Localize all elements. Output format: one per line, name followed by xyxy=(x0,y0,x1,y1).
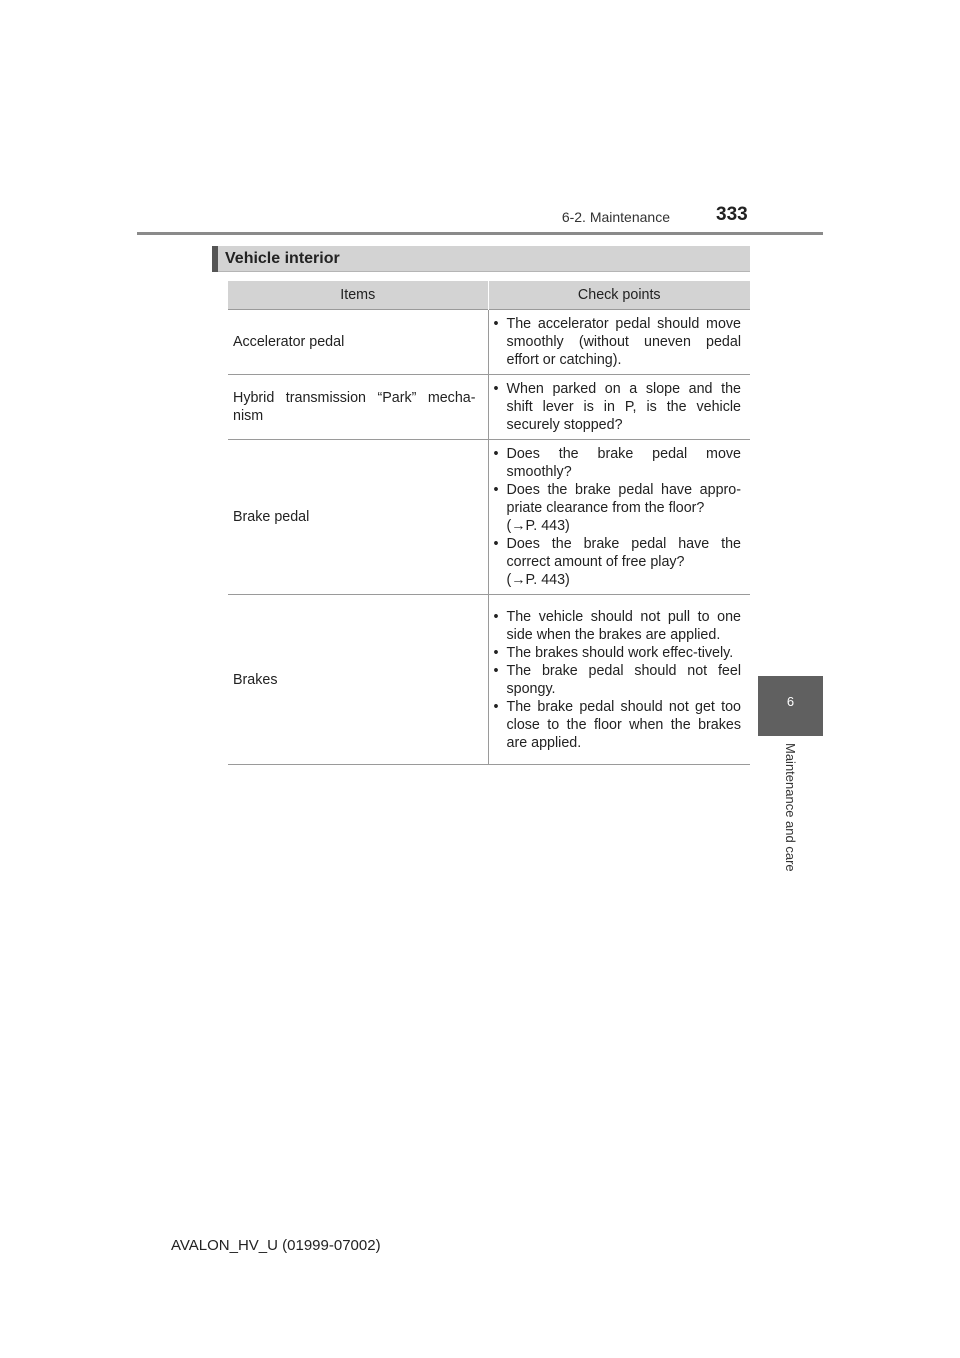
section-heading-accent xyxy=(212,246,218,272)
document-footer-code: AVALON_HV_U (01999-07002) xyxy=(171,1237,381,1254)
check-point-text: Does the brake pedal have the correct amount of free play? xyxy=(506,536,741,570)
section-heading-title: Vehicle interior xyxy=(225,250,340,267)
check-point xyxy=(494,315,742,369)
header-divider xyxy=(137,232,823,235)
check-point-text: When parked on a slope and the shift lever is in P, is the vehicle securely stopped? xyxy=(506,381,741,433)
column-header-items: Items xyxy=(228,281,488,310)
table-header-row xyxy=(228,281,750,310)
item-cell: Accelerator pedal xyxy=(228,310,488,375)
check-point-text: The vehicle should not pull to one side when the brakes are applied. xyxy=(506,608,741,643)
check-point-text: The brake pedal should not feel spongy. xyxy=(506,662,741,697)
table-row xyxy=(228,595,750,765)
check-point xyxy=(494,644,742,662)
check-point xyxy=(494,445,742,481)
check-point xyxy=(494,380,742,434)
column-header-check-points: Check points xyxy=(488,281,750,310)
page-number: 333 xyxy=(716,204,748,225)
item-cell: Brake pedal xyxy=(228,440,488,595)
check-point-text: Does the brake pedal move smoothly? xyxy=(506,446,741,480)
bullet-icon: • xyxy=(493,381,499,397)
check-points-cell xyxy=(488,375,750,440)
check-point-text: The brakes should work effec-tively. xyxy=(506,644,734,661)
check-point xyxy=(494,535,742,589)
chapter-tab xyxy=(758,676,823,736)
page-reference: (→P. 443) xyxy=(506,518,570,534)
check-point xyxy=(494,662,742,698)
bullet-icon: • xyxy=(493,698,499,715)
item-cell: Brakes xyxy=(228,595,488,765)
bullet-icon: • xyxy=(493,608,499,625)
check-points-cell xyxy=(488,310,750,375)
check-point-text: The accelerator pedal should move smoothly (without uneven pedal effort or catching). xyxy=(506,316,741,368)
check-point xyxy=(494,608,742,644)
section-heading-bar xyxy=(212,246,750,272)
check-point-text: The brake pedal should not get too close to the floor when the brakes are applied. xyxy=(506,698,741,751)
bullet-icon: • xyxy=(493,662,499,679)
table-row xyxy=(228,375,750,440)
bullet-icon: • xyxy=(493,446,499,462)
page-reference: (→P. 443) xyxy=(506,572,570,588)
item-cell: Hybrid transmission “Park” mecha-nism xyxy=(228,375,488,440)
table-row xyxy=(228,440,750,595)
check-points-table xyxy=(228,281,750,765)
bullet-icon: • xyxy=(493,536,499,552)
bullet-icon: • xyxy=(493,316,499,332)
check-point-text: Does the brake pedal have appro-priate clearance from the floor? xyxy=(506,482,741,516)
chapter-label: Maintenance and care xyxy=(783,743,798,872)
bullet-icon: • xyxy=(493,482,499,498)
check-points-cell xyxy=(488,440,750,595)
header-section-title: 6-2. Maintenance xyxy=(561,209,670,225)
bullet-icon: • xyxy=(493,644,499,661)
check-point xyxy=(494,481,742,535)
table-row xyxy=(228,310,750,375)
check-points-cell xyxy=(488,595,750,765)
check-point xyxy=(494,698,742,752)
chapter-number: 6 xyxy=(786,694,795,709)
